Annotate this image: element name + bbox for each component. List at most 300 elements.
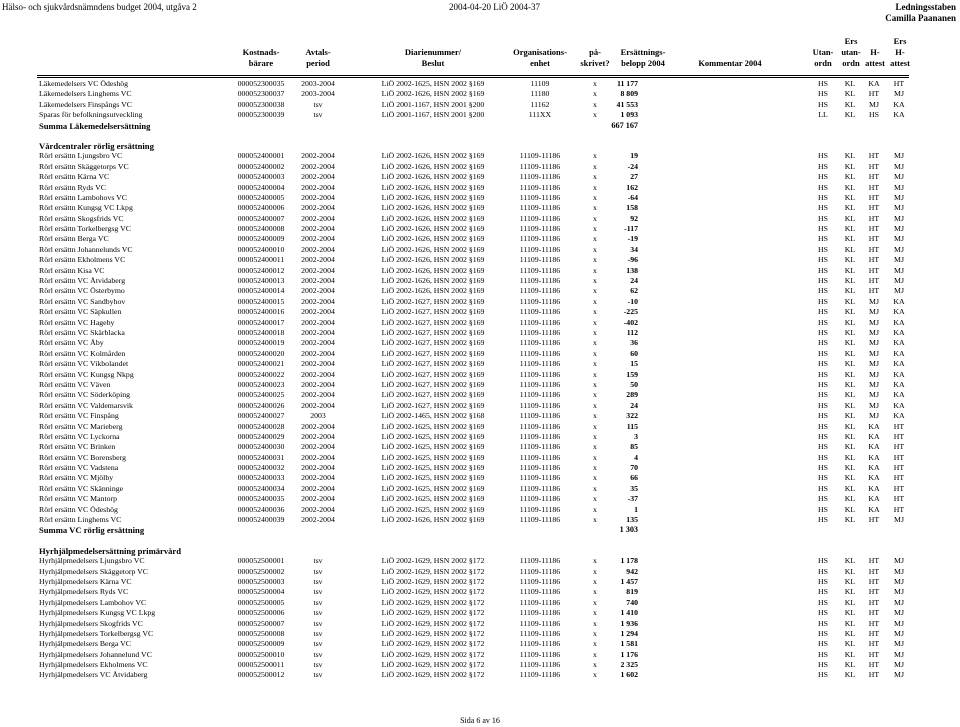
cell-ers-utanordn: KL (844, 587, 856, 597)
cell-ers-h-attest: MJ (894, 265, 904, 275)
cell-h-attest: KA (868, 431, 880, 441)
cell-avtalsperiod: tsv (313, 670, 323, 680)
cell-ers-h-attest: MJ (894, 628, 904, 638)
cell-h-attest: MJ (869, 348, 879, 358)
table-row (0, 639, 960, 649)
cell-name: Rörl ersättn VC Mjölby (39, 473, 114, 483)
cell-h-attest: HT (868, 597, 880, 607)
cell-ersattningsbelopp: 41 553 (616, 99, 638, 109)
cell-kostnadsbarare: 000052400028 (237, 421, 285, 431)
cell-utanordn: HS (818, 390, 828, 400)
cell-ersattningsbelopp: 942 (626, 566, 638, 576)
cell-name: Rörl ersättn Ljungsbro VC (39, 151, 123, 161)
cell-ersattningsbelopp: -10 (627, 296, 638, 306)
cell-ers-h-attest: MJ (894, 213, 904, 223)
cell-paskrivet: x (593, 649, 597, 659)
cell-utanordn: HS (818, 369, 828, 379)
cell-avtalsperiod: tsv (313, 618, 323, 628)
table-row (0, 401, 960, 411)
cell-h-attest: MJ (869, 327, 879, 337)
cell-avtalsperiod: 2002-2004 (301, 224, 335, 234)
col-diarienummer: Diarienummer/ Beslut (404, 47, 462, 68)
cell-organisationsenhet: 11109-11186 (519, 431, 561, 441)
cell-organisationsenhet: 11109-11186 (519, 473, 561, 483)
cell-name: Rörl ersättn VC Åby (39, 338, 104, 348)
cell-diarienummer: LiÖ 2002-1629, HSN 2002 §172 (381, 597, 485, 607)
cell-utanordn: HS (818, 348, 828, 358)
cell-kostnadsbarare: 000052500010 (237, 649, 285, 659)
cell-paskrivet: x (593, 276, 597, 286)
cell-ers-utanordn: KL (844, 286, 856, 296)
cell-h-attest: KA (868, 473, 880, 483)
cell-avtalsperiod: tsv (313, 110, 323, 120)
cell-name: Läkemedelsers Linghems VC (39, 89, 132, 99)
table-row (0, 505, 960, 515)
cell-ers-utanordn: KL (844, 224, 856, 234)
cell-kostnadsbarare: 000052500001 (237, 556, 285, 566)
cell-organisationsenhet: 11109-11186 (519, 338, 561, 348)
cell-paskrivet: x (593, 255, 597, 265)
cell-organisationsenhet: 11109-11186 (519, 494, 561, 504)
cell-ers-utanordn: KL (844, 597, 856, 607)
cell-paskrivet: x (593, 182, 597, 192)
table-row (0, 463, 960, 473)
cell-paskrivet: x (593, 431, 597, 441)
cell-avtalsperiod: 2002-2004 (301, 203, 335, 213)
cell-paskrivet: x (593, 473, 597, 483)
cell-organisationsenhet: 11109-11186 (519, 442, 561, 452)
cell-utanordn: HS (818, 587, 828, 597)
cell-diarienummer: LiÖ 2002-1626, HSN 2002 §169 (381, 203, 485, 213)
cell-ers-utanordn: KL (844, 411, 856, 421)
table-row (0, 255, 960, 265)
table-row (0, 556, 960, 566)
cell-diarienummer: LiÖ 2002-1625, HSN 2002 §169 (381, 421, 485, 431)
cell-kostnadsbarare: 000052300035 (237, 79, 285, 88)
cell-paskrivet: x (593, 587, 597, 597)
cell-ersattningsbelopp: 50 (630, 379, 638, 389)
cell-kostnadsbarare: 000052400004 (237, 182, 285, 192)
cell-h-attest: KA (868, 421, 880, 431)
cell-ers-h-attest: KA (893, 379, 905, 389)
cell-paskrivet: x (593, 390, 597, 400)
cell-ers-h-attest: MJ (894, 639, 904, 649)
cell-paskrivet: x (593, 307, 597, 317)
cell-paskrivet: x (593, 89, 597, 99)
cell-name: Rörl ersättn Johannelunds VC (39, 244, 133, 254)
cell-avtalsperiod: tsv (313, 608, 323, 618)
cell-name: Rörl ersättn Skogsfrids VC (39, 213, 124, 223)
cell-diarienummer: LiÖ 2002-1626, HSN 2002 §169 (381, 255, 485, 265)
cell-avtalsperiod: 2002-2004 (301, 431, 335, 441)
cell-ers-h-attest: MJ (894, 161, 904, 171)
cell-ers-h-attest: KA (893, 327, 905, 337)
cell-diarienummer: LiÖ 2002-1626, HSN 2002 §169 (381, 89, 485, 99)
cell-avtalsperiod: 2002-2004 (301, 161, 335, 171)
cell-paskrivet: x (593, 224, 597, 234)
cell-h-attest: HT (868, 566, 880, 576)
cell-ers-utanordn: KL (844, 307, 856, 317)
cell-ers-utanordn: KL (844, 110, 856, 120)
cell-organisationsenhet: 11109-11186 (519, 576, 561, 586)
cell-utanordn: HS (818, 566, 828, 576)
cell-name: Summa VC rörlig ersättning (39, 525, 145, 536)
cell-diarienummer: LiÖ 2002-1625, HSN 2002 §169 (381, 442, 485, 452)
document-date-reference: 2004-04-20 LiÖ 2004-37 (449, 2, 540, 12)
table-row (0, 318, 960, 328)
cell-name: Rörl ersättn Kungsg VC Lkpg (39, 203, 133, 213)
cell-ers-h-attest: MJ (894, 244, 904, 254)
cell-ers-utanordn: KL (844, 628, 856, 638)
cell-utanordn: HS (818, 379, 828, 389)
cell-paskrivet: x (593, 670, 597, 680)
cell-name: Hyrhjälpmedelsers Skogfrids VC (39, 618, 143, 628)
cell-organisationsenhet: 11109-11186 (519, 608, 561, 618)
cell-ers-h-attest: MJ (894, 597, 904, 607)
cell-ersattningsbelopp: 35 (630, 483, 638, 493)
budget-table (0, 79, 960, 681)
table-row (0, 598, 960, 608)
cell-name: Rörl ersättn VC Skänninge (39, 483, 124, 493)
cell-ers-utanordn: KL (844, 649, 856, 659)
cell-organisationsenhet: 11109-11186 (519, 597, 561, 607)
cell-name: Rörl ersättn VC Åtvidaberg (39, 276, 126, 286)
cell-utanordn: HS (818, 192, 828, 202)
cell-kostnadsbarare: 000052400021 (237, 359, 285, 369)
cell-organisationsenhet: 11109-11186 (519, 639, 561, 649)
table-row (0, 328, 960, 338)
cell-utanordn: HS (818, 172, 828, 182)
cell-ers-utanordn: KL (844, 296, 856, 306)
cell-ersattningsbelopp: 115 (626, 421, 638, 431)
cell-diarienummer: LiÖ 2002-1625, HSN 2002 §169 (381, 463, 485, 473)
cell-avtalsperiod: 2002-2004 (301, 452, 335, 462)
cell-diarienummer: LiÖ 2002-1625, HSN 2002 §169 (381, 494, 485, 504)
cell-kostnadsbarare: 000052400025 (237, 390, 285, 400)
cell-ersattningsbelopp: -64 (627, 192, 638, 202)
cell-paskrivet: x (593, 348, 597, 358)
cell-name: Hyrhjälpmedelsers Ryds VC (39, 587, 129, 597)
cell-organisationsenhet: 11109-11186 (519, 369, 561, 379)
cell-kostnadsbarare: 000052400020 (237, 348, 285, 358)
cell-kostnadsbarare: 000052500006 (237, 608, 285, 618)
cell-organisationsenhet: 11109-11186 (519, 234, 561, 244)
cell-ers-utanordn: KL (844, 608, 856, 618)
table-row (0, 286, 960, 296)
cell-h-attest: HT (868, 172, 880, 182)
cell-diarienummer: LiÖ 2002-1626, HSN 2002 §169 (381, 151, 485, 161)
cell-diarienummer: LiÖ 2002-1626, HSN 2002 §169 (381, 515, 485, 525)
cell-paskrivet: x (593, 172, 597, 182)
cell-h-attest: MJ (869, 307, 879, 317)
cell-ersattningsbelopp: 1 602 (620, 670, 638, 680)
cell-diarienummer: LiÖ 2002-1626, HSN 2002 §169 (381, 244, 485, 254)
cell-ersattningsbelopp: 1 294 (620, 628, 638, 638)
cell-diarienummer: LiÖ 2002-1625, HSN 2002 §169 (381, 431, 485, 441)
cell-kostnadsbarare: 000052400017 (237, 317, 285, 327)
cell-h-attest: HT (868, 587, 880, 597)
table-row (0, 587, 960, 597)
cell-ers-utanordn: KL (844, 369, 856, 379)
cell-avtalsperiod: 2002-2004 (301, 151, 335, 161)
cell-name: Rörl ersättn Kisa VC (39, 265, 105, 275)
cell-ersattningsbelopp: 27 (630, 172, 638, 182)
section-spacer (0, 536, 960, 546)
cell-h-attest: HT (868, 515, 880, 525)
cell-paskrivet: x (593, 161, 597, 171)
cell-ers-h-attest: MJ (894, 618, 904, 628)
cell-diarienummer: LiÖ 2002-1627, HSN 2002 §169 (381, 348, 485, 358)
cell-ers-h-attest: MJ (894, 556, 904, 566)
cell-utanordn: HS (818, 576, 828, 586)
cell-name: Hyrhjälpmedelsers Torkelbergsg VC (39, 628, 154, 638)
cell-utanordn: HS (818, 276, 828, 286)
cell-utanordn: HS (818, 483, 828, 493)
table-row (0, 100, 960, 110)
cell-kostnadsbarare: 000052400034 (237, 483, 285, 493)
cell-utanordn: HS (818, 203, 828, 213)
table-row (0, 245, 960, 255)
col-paskrivet: på- skrivet? (580, 47, 610, 68)
cell-utanordn: HS (818, 161, 828, 171)
cell-diarienummer: LiÖ 2002-1465, HSN 2002 §168 (381, 411, 485, 421)
table-row (0, 297, 960, 307)
table-row (0, 380, 960, 390)
cell-name: Rörl ersättn VC Marieberg (39, 421, 123, 431)
cell-ers-h-attest: MJ (894, 89, 904, 99)
cell-ers-utanordn: KL (844, 172, 856, 182)
section-spacer (0, 131, 960, 141)
cell-h-attest: MJ (869, 369, 879, 379)
cell-utanordn: HS (818, 597, 828, 607)
cell-ers-utanordn: KL (844, 515, 856, 525)
cell-ers-h-attest: KA (893, 307, 905, 317)
cell-diarienummer: LiÖ 2002-1629, HSN 2002 §172 (381, 639, 485, 649)
cell-ersattningsbelopp: 1 176 (620, 649, 638, 659)
cell-name: Rörl ersättn Skäggetorps VC (39, 161, 129, 171)
cell-avtalsperiod: tsv (313, 566, 323, 576)
cell-name: Rörl ersättn VC Väven (39, 379, 111, 389)
cell-kostnadsbarare: 000052400018 (237, 327, 285, 337)
cell-utanordn: HS (818, 639, 828, 649)
cell-ers-h-attest: HT (893, 504, 905, 514)
cell-ersattningsbelopp: 1 581 (620, 639, 638, 649)
cell-ersattningsbelopp: 15 (630, 359, 638, 369)
header-rule-top (37, 75, 909, 76)
cell-avtalsperiod: 2002-2004 (301, 400, 335, 410)
cell-h-attest: HT (868, 639, 880, 649)
cell-ers-h-attest: MJ (894, 566, 904, 576)
cell-name: Rörl ersättn VC Finspång (39, 411, 119, 421)
cell-kostnadsbarare: 000052400033 (237, 473, 285, 483)
table-row (0, 567, 960, 577)
cell-diarienummer: LiÖ 2002-1626, HSN 2002 §169 (381, 182, 485, 192)
cell-utanordn: HS (818, 660, 828, 670)
cell-avtalsperiod: 2002-2004 (301, 213, 335, 223)
cell-ers-h-attest: MJ (894, 515, 904, 525)
cell-avtalsperiod: tsv (313, 639, 323, 649)
cell-paskrivet: x (593, 203, 597, 213)
cell-h-attest: KA (868, 483, 880, 493)
cell-paskrivet: x (593, 618, 597, 628)
cell-paskrivet: x (593, 213, 597, 223)
cell-avtalsperiod: 2002-2004 (301, 172, 335, 182)
cell-utanordn: HS (818, 151, 828, 161)
cell-ers-h-attest: MJ (894, 192, 904, 202)
cell-kostnadsbarare: 000052400019 (237, 338, 285, 348)
cell-ers-utanordn: KL (844, 255, 856, 265)
cell-name: Summa Läkemedelsersättning (39, 120, 151, 131)
cell-avtalsperiod: tsv (313, 628, 323, 638)
cell-ers-utanordn: KL (844, 203, 856, 213)
cell-h-attest: HT (868, 660, 880, 670)
cell-h-attest: HT (868, 576, 880, 586)
cell-ersattningsbelopp: -24 (627, 161, 638, 171)
cell-h-attest: KA (868, 442, 880, 452)
cell-h-attest: HT (868, 608, 880, 618)
column-header (0, 36, 960, 71)
cell-h-attest: KA (868, 452, 880, 462)
cell-paskrivet: x (593, 400, 597, 410)
cell-diarienummer: LiÖ 2002-1629, HSN 2002 §172 (381, 660, 485, 670)
table-row (0, 172, 960, 182)
cell-ers-h-attest: MJ (894, 224, 904, 234)
cell-name: Läkemedelsers VC Ödeshög (39, 79, 129, 88)
cell-ers-h-attest: HT (893, 431, 905, 441)
cell-ers-h-attest: MJ (894, 182, 904, 192)
cell-kostnadsbarare: 000052400013 (237, 276, 285, 286)
table-row (0, 660, 960, 670)
cell-utanordn: HS (818, 628, 828, 638)
cell-avtalsperiod: 2002-2004 (301, 390, 335, 400)
cell-name: Sparas för befolkningsutveckling (39, 110, 143, 120)
header-rule-bottom (37, 77, 909, 78)
cell-name: Rörl ersättn Torkelbergsg VC (39, 224, 131, 234)
cell-kostnadsbarare: 000052400039 (237, 515, 285, 525)
cell-organisationsenhet: 11109-11186 (519, 276, 561, 286)
cell-ersattningsbelopp: 70 (630, 463, 638, 473)
cell-name: Hyrhjälpmedelsers Kärna VC (39, 576, 132, 586)
cell-ersattningsbelopp: 66 (630, 473, 638, 483)
cell-name: Hyrhjälpmedelsers Berga VC (39, 639, 131, 649)
cell-h-attest: KA (868, 463, 880, 473)
cell-ersattningsbelopp: 92 (630, 213, 638, 223)
cell-utanordn: HS (818, 515, 828, 525)
col-utanordn: Utan- ordn (812, 47, 834, 68)
cell-organisationsenhet: 11109-11186 (519, 587, 561, 597)
table-row (0, 432, 960, 442)
cell-utanordn: HS (818, 431, 828, 441)
cell-avtalsperiod: 2002-2004 (301, 182, 335, 192)
cell-diarienummer: LiÖ 2002-1626, HSN 2002 §169 (381, 172, 485, 182)
cell-utanordn: HS (818, 473, 828, 483)
cell-ers-utanordn: KL (844, 244, 856, 254)
cell-diarienummer: LiÖ 2002-1629, HSN 2002 §172 (381, 618, 485, 628)
cell-h-attest: HT (868, 161, 880, 171)
cell-kostnadsbarare: 000052400035 (237, 494, 285, 504)
cell-ersattningsbelopp: 1 (634, 504, 638, 514)
cell-ersattningsbelopp: 85 (630, 442, 638, 452)
cell-organisationsenhet: 11109-11186 (519, 307, 561, 317)
cell-h-attest: HT (868, 649, 880, 659)
cell-diarienummer: LiÖ 2002-1627, HSN 2002 §169 (381, 400, 485, 410)
cell-h-attest: MJ (869, 296, 879, 306)
summary-row (0, 121, 960, 131)
table-row (0, 411, 960, 421)
cell-kostnadsbarare: 000052400030 (237, 442, 285, 452)
cell-kostnadsbarare: 000052400008 (237, 224, 285, 234)
cell-h-attest: MJ (869, 379, 879, 389)
cell-ersattningsbelopp: 4 (634, 452, 638, 462)
cell-diarienummer: LiÖ 2002-1629, HSN 2002 §172 (381, 649, 485, 659)
cell-utanordn: HS (818, 494, 828, 504)
cell-name: Hyrhjälpmedelsers Ekholmens VC (39, 660, 148, 670)
cell-name: Rörl ersättn VC Ödeshög (39, 504, 118, 514)
cell-diarienummer: LiÖ 2002-1627, HSN 2002 §169 (381, 390, 485, 400)
cell-paskrivet: x (593, 411, 597, 421)
cell-organisationsenhet: 11109-11186 (519, 192, 561, 202)
table-row (0, 515, 960, 525)
table-row (0, 203, 960, 213)
cell-diarienummer: LiÖ 2002-1627, HSN 2002 §169 (381, 379, 485, 389)
table-row (0, 390, 960, 400)
cell-ers-h-attest: KA (893, 369, 905, 379)
cell-name: Rörl ersättn VC Hageby (39, 317, 115, 327)
cell-utanordn: HS (818, 327, 828, 337)
cell-avtalsperiod: 2002-2004 (301, 286, 335, 296)
cell-organisationsenhet: 11109-11186 (519, 411, 561, 421)
cell-organisationsenhet: 11109-11186 (519, 483, 561, 493)
cell-kostnadsbarare: 000052400011 (237, 255, 285, 265)
cell-organisationsenhet: 11109-11186 (519, 359, 561, 369)
cell-name: Hyrhjälpmedelsersättning primärvård (39, 545, 182, 556)
cell-organisationsenhet: 11109-11186 (519, 203, 561, 213)
table-row (0, 79, 960, 89)
cell-ers-utanordn: KL (844, 483, 856, 493)
cell-ersattningsbelopp: 3 (634, 431, 638, 441)
col-ers-utanordn: Ers utan- ordn (841, 36, 861, 68)
cell-utanordn: HS (818, 244, 828, 254)
cell-kostnadsbarare: 000052500011 (237, 660, 285, 670)
cell-h-attest: HT (868, 244, 880, 254)
cell-ers-utanordn: KL (844, 442, 856, 452)
cell-utanordn: HS (818, 79, 828, 88)
cell-ers-utanordn: KL (844, 348, 856, 358)
cell-paskrivet: x (593, 234, 597, 244)
cell-ers-utanordn: KL (844, 660, 856, 670)
cell-diarienummer: LiÖ 2002-1627, HSN 2002 §169 (381, 338, 485, 348)
cell-ersattningsbelopp: 667 167 (611, 120, 638, 130)
cell-paskrivet: x (593, 379, 597, 389)
cell-name: Rörl ersättn VC Sandbyhov (39, 296, 126, 306)
cell-ers-utanordn: KL (844, 89, 856, 99)
cell-avtalsperiod: 2002-2004 (301, 317, 335, 327)
cell-ersattningsbelopp: 1 410 (620, 608, 638, 618)
cell-h-attest: HT (868, 618, 880, 628)
cell-ers-utanordn: KL (844, 161, 856, 171)
cell-kostnadsbarare: 000052400014 (237, 286, 285, 296)
cell-organisationsenhet: 11109-11186 (519, 265, 561, 275)
table-row (0, 670, 960, 680)
cell-ersattningsbelopp: -117 (624, 224, 638, 234)
cell-name: Hyrhjälpmedelsers Johannelund VC (39, 649, 152, 659)
cell-name: Hyrhjälpmedelsers Ljungsbro VC (39, 556, 145, 566)
cell-kostnadsbarare: 000052300038 (237, 99, 285, 109)
cell-organisationsenhet: 11109-11186 (519, 504, 561, 514)
cell-ers-utanordn: KL (844, 576, 856, 586)
cell-ersattningsbelopp: 135 (626, 515, 638, 525)
cell-name: Vårdcentraler rörlig ersättning (39, 140, 154, 151)
